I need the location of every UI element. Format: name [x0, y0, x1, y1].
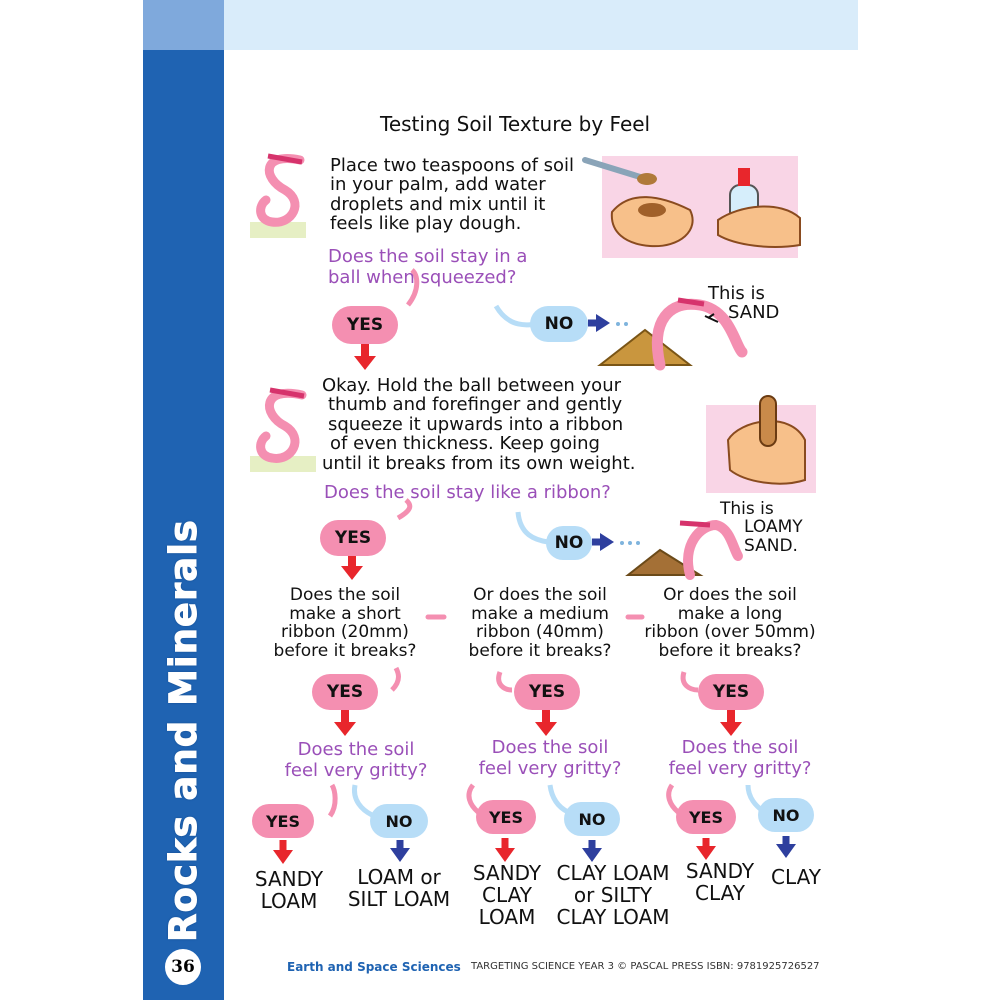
- instruction-text: Place two teaspoons of soil in your palm, add water droplets and mix until it feels like play dough.: [330, 155, 575, 235]
- instruction-text: Okay. Hold the ball between your thumb and forefinger and gently squeeze it upwards into a ribbon of even thickness. Keep going until it breaks from its own weight.: [322, 375, 636, 474]
- question-gritty: Does the soil feel very gritty?: [668, 737, 812, 779]
- yes-badge: YES: [320, 520, 386, 556]
- no-badge: NO: [530, 306, 588, 342]
- page-title: Testing Soil Texture by Feel: [380, 112, 651, 136]
- question-gritty: Does the soil feel very gritty?: [284, 739, 428, 781]
- result-clay-loam: CLAY LOAM or SILTY CLAY LOAM: [556, 861, 670, 929]
- question-medium-ribbon: Or does the soil make a medium ribbon (40mm) before it breaks?: [468, 585, 612, 662]
- page-number: 36: [163, 947, 203, 987]
- question-ribbon: Does the soil stay like a ribbon?: [324, 482, 611, 503]
- hands-picture: [585, 156, 800, 258]
- no-badge: NO: [758, 798, 814, 832]
- hand-picture: [706, 396, 816, 493]
- yes-badge: YES: [252, 804, 314, 838]
- yes-badge: YES: [676, 800, 736, 834]
- no-badge: NO: [564, 802, 620, 836]
- footer-section: Earth and Space Sciences: [287, 960, 461, 974]
- result-sandy-loam: SANDY LOAM: [254, 867, 324, 913]
- question-ball: Does the soil stay in a ball when squeezed?: [328, 246, 528, 288]
- yes-badge: YES: [514, 674, 580, 710]
- yes-badge: YES: [476, 800, 536, 834]
- result-clay: CLAY: [771, 865, 821, 889]
- no-badge: NO: [370, 804, 428, 838]
- result-loamy-sand: This is LOAMY SAND.: [720, 499, 803, 556]
- result-sand: This is SAND: [708, 283, 780, 324]
- yes-badge: YES: [332, 306, 398, 344]
- result-sandy-clay: SANDY CLAY: [685, 859, 755, 905]
- question-long-ribbon: Or does the soil make a long ribbon (over 50mm) before it breaks?: [644, 585, 816, 662]
- yes-badge: YES: [312, 674, 378, 710]
- sidebar-title: Rocks and Minerals: [162, 518, 206, 942]
- question-gritty: Does the soil feel very gritty?: [478, 737, 622, 779]
- worm-icon: [250, 156, 306, 238]
- question-short-ribbon: Does the soil make a short ribbon (20mm) before it breaks?: [273, 585, 417, 662]
- result-sandy-clay-loam: SANDY CLAY LOAM: [472, 861, 542, 929]
- no-badge: NO: [546, 526, 592, 560]
- footer-credit: TARGETING SCIENCE YEAR 3 © PASCAL PRESS ISBN: 9781925726527: [471, 961, 820, 972]
- worm-icon: [250, 390, 316, 472]
- yes-badge: YES: [698, 674, 764, 710]
- result-loam-or-silt-loam: LOAM or SILT LOAM: [347, 865, 451, 911]
